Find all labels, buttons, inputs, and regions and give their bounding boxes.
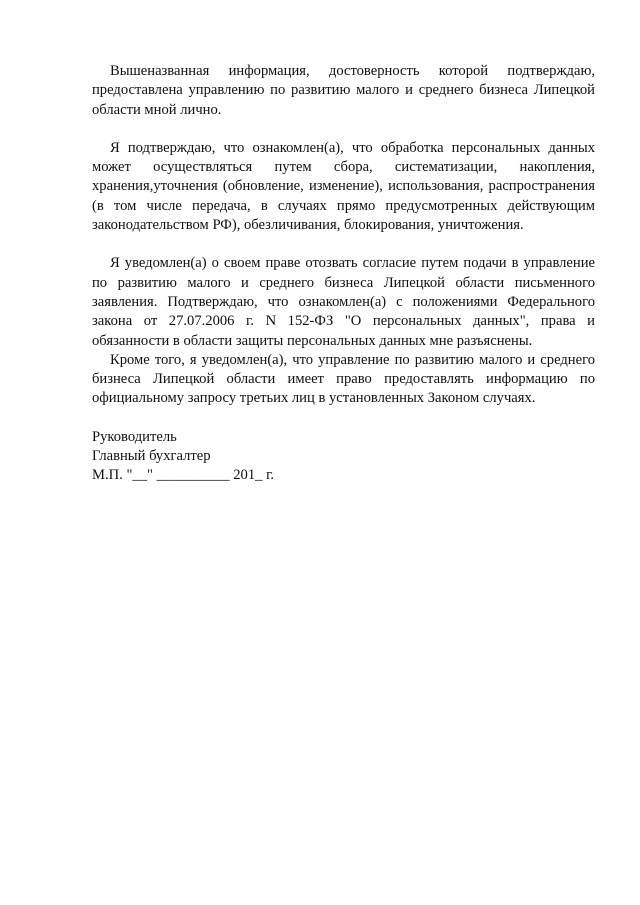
signature-block xyxy=(92,428,595,486)
paragraph-data-processing: Я подтверждаю, что ознакомлен(а), что обработка персональных данных может осуществляться путем сбора, систематизации, накопления, хранения,уточнения (обновление, изменение), использования, распространения (в том числе передача, в случаях прямо предусмотренных действующим законодательством РФ), обезличивания, блокирования, уничтожения. xyxy=(92,139,595,234)
signature-accountant-label: Главный бухгалтер xyxy=(92,448,211,465)
paragraph-info-confirmation: Вышеназванная информация, достоверность которой подтверждаю, предоставлена управлению по развитию малого и среднего бизнеса Липецкой области мной лично. xyxy=(92,63,595,118)
paragraph-third-party-disclosure: Кроме того, я уведомлен(а), что управление по развитию малого и среднего бизнеса Липецкой области имеет право предоставлять информацию по официальному запросу третьих лиц в установленных Законом случаях. xyxy=(92,351,595,407)
paragraph-consent-withdrawal: Я уведомлен(а) о своем праве отозвать согласие путем подачи в управление по развитию малого и среднего бизнеса Липецкой области письменного заявления. Подтверждаю, что ознакомлен(а) с положениями Федерального закона от 27.07.2006 г. N 152-ФЗ "О персональных данных", права и обязанности в области защиты персональных данных мне разъяснены. xyxy=(92,255,595,349)
signature-head-label: Руководитель xyxy=(92,428,177,445)
document-body xyxy=(92,62,595,486)
paragraph-spacer xyxy=(92,120,595,139)
seal-date-line: М.П. "__" __________ 201_ г. xyxy=(92,467,275,484)
paragraph-spacer xyxy=(92,235,595,254)
